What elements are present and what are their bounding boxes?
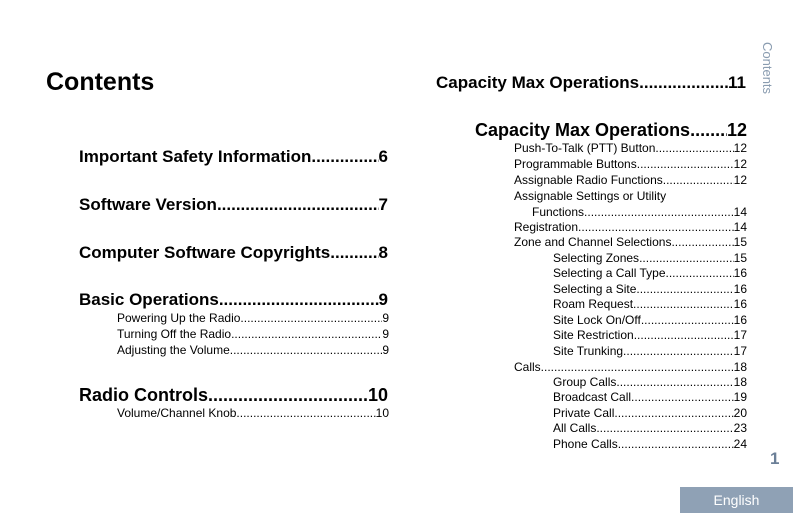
toc-subentry-title: Roam Request: [553, 297, 634, 311]
toc-entry-title: Capacity Max Operations: [475, 120, 691, 140]
leader-dots: [541, 360, 734, 376]
toc-subentry-page: 12: [733, 173, 747, 187]
toc-subentry-page: 15: [733, 235, 747, 249]
toc-subentry-page: 16: [733, 313, 747, 327]
toc-subentry[interactable]: [514, 173, 747, 189]
toc-subentry[interactable]: [117, 327, 389, 343]
toc-subentry[interactable]: [553, 328, 747, 344]
toc-subentry-page: 19: [733, 390, 747, 404]
toc-entry-page: 9: [378, 290, 388, 309]
leader-dots: [690, 119, 727, 141]
toc-entry-title: Capacity Max Operations: [436, 73, 640, 92]
page-title: Contents: [46, 68, 155, 96]
toc-subentry[interactable]: [553, 251, 747, 267]
toc-subentry[interactable]: [117, 311, 389, 327]
toc-subentry-page: 10: [375, 406, 389, 420]
toc-subentry[interactable]: [553, 297, 747, 313]
toc-subentry-page: 15: [733, 251, 747, 265]
toc-subentry-page: 12: [733, 141, 747, 155]
leader-dots: [236, 406, 375, 422]
toc-entry-page: 12: [726, 120, 747, 140]
toc-subentry-page: 18: [733, 360, 747, 374]
toc-subentry-page: 16: [733, 297, 747, 311]
leader-dots: [633, 297, 734, 313]
leader-dots: [636, 282, 733, 298]
toc-subentry[interactable]: [514, 157, 747, 173]
toc-subentry[interactable]: [514, 360, 747, 376]
language-label: English: [713, 492, 760, 508]
toc-subentry[interactable]: [553, 313, 747, 329]
toc-subentry-title: Programmable Buttons: [514, 157, 637, 171]
leader-dots: [217, 194, 379, 216]
toc-subentry-title: Selecting a Call Type: [553, 266, 666, 280]
toc-entry[interactable]: [79, 242, 388, 264]
toc-entry-title: Radio Controls: [79, 385, 208, 405]
toc-subentry-page: 20: [733, 406, 747, 420]
toc-entry-page: 8: [378, 243, 388, 262]
leader-dots: [671, 235, 733, 251]
toc-subentry-page: 14: [733, 205, 747, 219]
toc-subentry-title: Site Trunking: [553, 344, 624, 358]
toc-subentry-title: Site Restriction: [553, 328, 634, 342]
leader-dots: [584, 205, 734, 221]
leader-dots: [639, 72, 728, 94]
toc-entry-page: 7: [378, 195, 388, 214]
toc-subentry-title: Site Lock On/Off: [553, 313, 641, 327]
toc-entry-page: 10: [367, 385, 388, 405]
toc-subentry[interactable]: [553, 390, 747, 406]
toc-subentry[interactable]: [117, 343, 389, 359]
toc-subentry[interactable]: [514, 141, 747, 157]
leader-dots: [618, 437, 734, 453]
toc-entry[interactable]: [79, 289, 388, 311]
leader-dots: [637, 157, 734, 173]
toc-subentry[interactable]: [532, 205, 747, 221]
toc-subentry-title: Private Call: [553, 406, 615, 420]
toc-entry[interactable]: [79, 384, 388, 406]
leader-dots: [614, 406, 733, 422]
toc-entry-page: 11: [728, 73, 746, 92]
toc-entry-page: 6: [378, 147, 388, 166]
toc-subentry-page: 17: [733, 328, 747, 342]
leader-dots: [578, 220, 734, 236]
toc-subentry-page: 14: [733, 220, 747, 234]
leader-dots: [240, 311, 382, 327]
toc-subentry-title: Phone Calls: [553, 437, 618, 451]
toc-subentry-wrapped[interactable]: [514, 189, 747, 205]
toc-entry-title: Software Version: [79, 195, 217, 214]
leader-dots: [641, 313, 734, 329]
toc-entry-title: Computer Software Copyrights: [79, 243, 331, 262]
leader-dots: [219, 289, 379, 311]
toc-subentry-page: 9: [382, 343, 389, 357]
toc-subentry-page: 23: [733, 421, 747, 435]
leader-dots: [623, 344, 734, 360]
leader-dots: [596, 421, 733, 437]
leader-dots: [639, 251, 734, 267]
side-tab-label: Contents: [760, 42, 775, 95]
toc-entry[interactable]: [436, 72, 746, 94]
toc-subentry-title: Functions: [532, 205, 585, 219]
toc-subentry-page: 9: [382, 311, 389, 325]
toc-subentry[interactable]: [553, 406, 747, 422]
toc-subentry-title: Selecting Zones: [553, 251, 640, 265]
leader-dots: [208, 384, 368, 406]
toc-subentry-title: Turning Off the Radio: [117, 327, 232, 341]
toc-subentry-title: Adjusting the Volume: [117, 343, 230, 357]
toc-subentry-title: Volume/Channel Knob: [117, 406, 237, 420]
leader-dots: [634, 328, 734, 344]
toc-entry[interactable]: [79, 194, 388, 216]
side-tab[interactable]: [762, 42, 788, 112]
leader-dots: [631, 390, 734, 406]
toc-subentry-title: All Calls: [553, 421, 597, 435]
toc-subentry-page: 16: [733, 282, 747, 296]
toc-entry[interactable]: [475, 119, 747, 141]
toc-subentry-page: 12: [733, 157, 747, 171]
leader-dots: [666, 266, 734, 282]
toc-subentry-title: Registration: [514, 220, 579, 234]
leader-dots: [311, 146, 378, 168]
toc-subentry-title: Broadcast Call: [553, 390, 632, 404]
toc-subentry[interactable]: [117, 406, 389, 422]
toc-entry-title: Important Safety Information: [79, 147, 312, 166]
leader-dots: [655, 141, 733, 157]
toc-subentry-page: 24: [733, 437, 747, 451]
leader-dots: [231, 327, 382, 343]
page-number: 1: [770, 449, 780, 468]
leader-dots: [616, 375, 733, 391]
toc-subentry-page: 18: [733, 375, 747, 389]
toc-entry[interactable]: [79, 146, 388, 168]
toc-subentry-title: Selecting a Site: [553, 282, 637, 296]
leader-dots: [663, 173, 734, 189]
language-badge[interactable]: [680, 487, 793, 513]
leader-dots: [330, 242, 378, 264]
toc-subentry-page: 16: [733, 266, 747, 280]
toc-subentry-page: 17: [733, 344, 747, 358]
toc-subentry-title: Calls: [514, 360, 541, 374]
toc-subentry-title: Assignable Radio Functions: [514, 173, 663, 187]
toc-subentry[interactable]: [553, 375, 747, 391]
toc-subentry[interactable]: [553, 344, 747, 360]
leader-dots: [230, 343, 383, 359]
toc-entry-title: Basic Operations: [79, 290, 219, 309]
toc-subentry[interactable]: [553, 282, 747, 298]
toc-subentry-title: Powering Up the Radio: [117, 311, 241, 325]
toc-subentry-title: Zone and Channel Selections: [514, 235, 672, 249]
toc-subentry[interactable]: [514, 220, 747, 236]
toc-subentry[interactable]: [553, 266, 747, 282]
toc-subentry[interactable]: [514, 235, 747, 251]
toc-subentry-page: 9: [382, 327, 389, 341]
toc-subentry-title: Group Calls: [553, 375, 617, 389]
toc-subentry[interactable]: [553, 437, 747, 453]
toc-subentry-title: Push-To-Talk (PTT) Button: [514, 141, 656, 155]
toc-subentry[interactable]: [553, 421, 747, 437]
toc-subentry-title: Assignable Settings or Utility: [514, 189, 667, 203]
